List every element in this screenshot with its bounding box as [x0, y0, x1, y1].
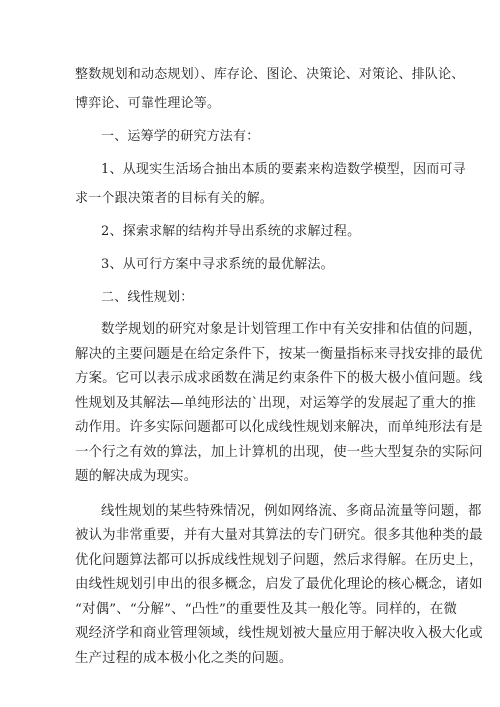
text-line: 整数规划和动态规划）、库存论、图论、决策论、对策论、排队论、 — [75, 67, 465, 82]
section-heading-linear-programming: 二、线性规划： — [101, 290, 194, 305]
section-heading-methods: 一、运筹学的研究方法有： — [101, 129, 260, 144]
list-item-3: 3、从可行方案中寻求系统的最优解法。 — [101, 257, 334, 272]
list-item-2: 2、探索求解的结构并导出系统的求解过程。 — [101, 224, 361, 239]
paragraph-line: 数学规划的研究对象是计划管理工作中有关安排和估值的问题， — [101, 322, 482, 337]
paragraph-special-cases — [75, 500, 483, 672]
paragraph-line: 解决的主要问题是在给定条件下，按某一衡量指标来寻找安排的最优 — [75, 346, 483, 362]
text-line: 博弈论、可靠性理论等。 — [75, 96, 221, 111]
paragraph-line: 题的解决成为现实。 — [75, 469, 198, 484]
paragraph-line: 被认为非常重要，并有大量对其算法的专门研究。很多其他种类的最 — [75, 528, 483, 543]
list-item-1-cont: 求一个跟决策者的目标有关的解。 — [75, 191, 274, 206]
paragraph-line: 线性规划的某些特殊情况，例如网络流、多商品流量等问题，都 — [101, 503, 482, 519]
paragraph-line: 优化问题算法都可以拆成线性规划子问题，然后求得解。在历史上， — [75, 552, 483, 568]
paragraph-line: 一个行之有效的算法，加上计算机的出现，使一些大型复杂的实际问 — [75, 444, 483, 460]
paragraph-math-programming — [75, 318, 483, 490]
paragraph-line: “对偶”、“分解”、“凸性”的重要性及其一般化等。同样的，在微 — [75, 601, 458, 617]
paragraph-line: 由线性规划引申出的很多概念，启发了最优化理论的核心概念，诸如 — [75, 577, 483, 592]
paragraph-line: 性规划及其解法—单纯形法的`出现，对运筹学的发展起了重大的推 — [75, 395, 477, 411]
paragraph-line: 生产过程的成本极小化之类的问题。 — [75, 650, 293, 666]
paragraph-line: 方案。它可以表示成求函数在满足约束条件下的极大极小值问题。线 — [75, 371, 483, 386]
list-item-1: 1、从现实生活场合抽出本质的要素来构造数学模型，因而可寻 — [101, 162, 466, 177]
paragraph-line: 观经济学和商业管理领域，线性规划被大量应用于解决收入极大化或 — [75, 626, 483, 641]
document-body — [75, 64, 483, 671]
paragraph-line: 动作用。许多实际问题都可以化成线性规划来解决，而单纯形法有是 — [75, 420, 483, 435]
